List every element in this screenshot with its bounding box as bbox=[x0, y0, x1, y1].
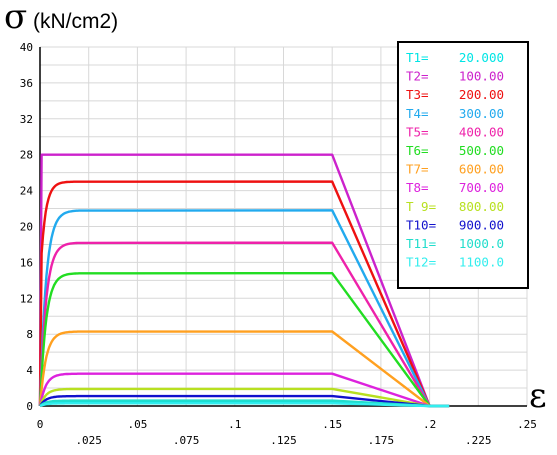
x-tick-label: .075 bbox=[172, 434, 200, 447]
legend-value: 1100.0 bbox=[458, 254, 504, 270]
series-line bbox=[40, 273, 449, 406]
x-tick-label: 0 bbox=[36, 418, 44, 431]
x-tick-label: .25 bbox=[517, 418, 537, 431]
y-tick-label: 32 bbox=[19, 112, 33, 126]
legend-value: 500.00 bbox=[458, 143, 504, 158]
legend-label: T5= bbox=[406, 124, 429, 140]
y-tick-label: 16 bbox=[19, 256, 33, 270]
y-tick-label: 12 bbox=[19, 292, 33, 306]
series-line bbox=[40, 182, 449, 406]
legend-label: T7= bbox=[406, 161, 429, 177]
x-tick-label: .125 bbox=[270, 434, 297, 447]
x-tick-label: .15 bbox=[322, 418, 343, 431]
legend-value: 700.00 bbox=[458, 180, 504, 196]
legend-label: T11= bbox=[406, 236, 437, 251]
series-line bbox=[40, 332, 449, 407]
y-tick-label: 8 bbox=[26, 328, 33, 342]
y-axis-symbol: σ bbox=[4, 0, 28, 37]
legend-value: 900.00 bbox=[458, 217, 504, 233]
y-axis-unit: (kN/cm2) bbox=[33, 10, 119, 33]
legend-label: T10= bbox=[406, 217, 437, 233]
x-tick-label: .05 bbox=[127, 418, 148, 431]
y-tick-label: 4 bbox=[26, 364, 33, 378]
legend-value: 600.00 bbox=[458, 161, 504, 177]
legend-value: 300.00 bbox=[458, 105, 504, 121]
legend-value: 1000.0 bbox=[458, 236, 504, 251]
legend-label: T6= bbox=[406, 143, 429, 158]
x-tick-label: .025 bbox=[75, 434, 102, 447]
legend-label: T12= bbox=[406, 254, 437, 270]
legend-label: T2= bbox=[406, 68, 429, 84]
x-tick-labels bbox=[37, 418, 537, 447]
legend-value: 400.00 bbox=[458, 124, 504, 140]
legend-label: T1= bbox=[406, 50, 429, 65]
y-tick-label: 20 bbox=[19, 220, 33, 234]
legend-label: T 9= bbox=[406, 198, 437, 214]
y-tick-labels bbox=[20, 41, 34, 413]
y-tick-label: 40 bbox=[19, 41, 33, 54]
legend-value: 200.00 bbox=[458, 87, 504, 103]
legend bbox=[398, 42, 528, 288]
legend-label: T8= bbox=[406, 180, 429, 196]
y-tick-label: 0 bbox=[26, 400, 33, 413]
legend-label: T4= bbox=[406, 105, 429, 121]
x-axis-symbol: ε bbox=[529, 376, 547, 416]
legend-value: 20.000 bbox=[458, 50, 504, 65]
x-tick-label: .175 bbox=[367, 434, 395, 447]
y-tick-label: 24 bbox=[19, 184, 33, 198]
legend-value: 100.00 bbox=[458, 68, 504, 84]
y-tick-label: 28 bbox=[19, 148, 33, 162]
x-tick-label: .2 bbox=[422, 418, 437, 431]
y-tick-label: 36 bbox=[19, 76, 33, 90]
legend-value: 800.00 bbox=[458, 198, 504, 214]
legend-label: T3= bbox=[406, 87, 429, 103]
x-tick-label: .225 bbox=[465, 434, 492, 447]
x-tick-label: .1 bbox=[228, 418, 242, 431]
